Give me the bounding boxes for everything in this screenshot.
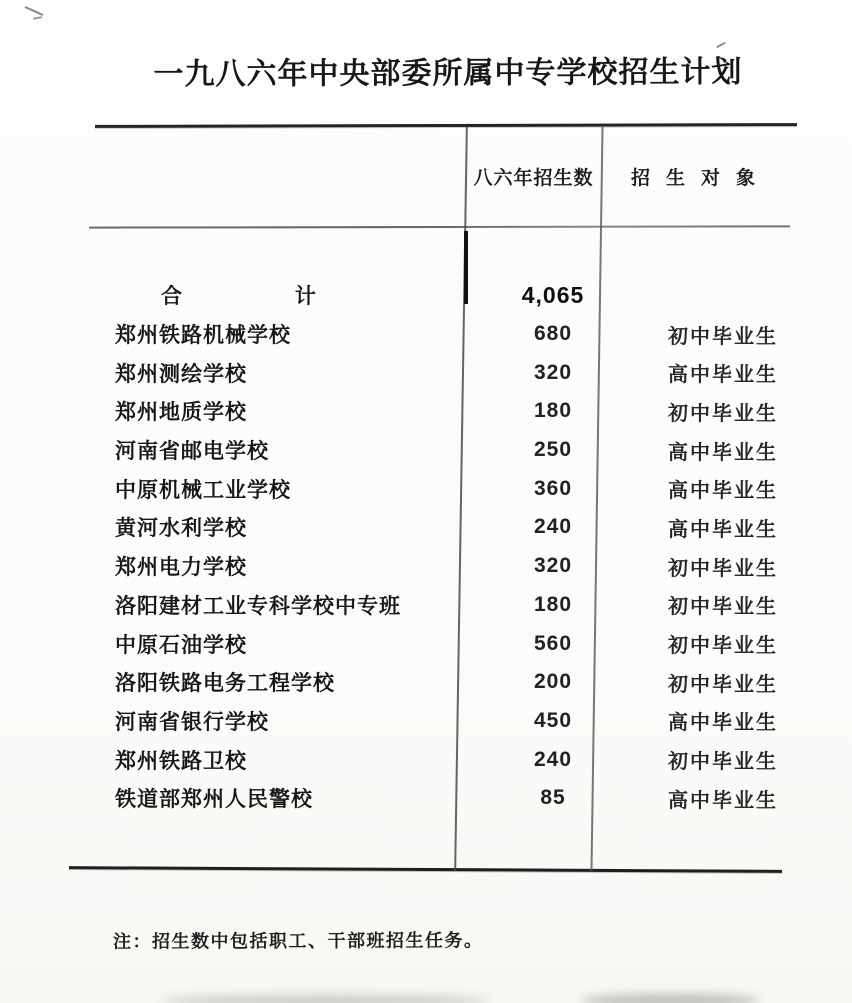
scan-smudge (160, 995, 490, 1003)
table-row-total (0, 276, 852, 315)
table-row (0, 392, 852, 431)
table-row (0, 586, 852, 625)
enrollment-target: 高中毕业生 (668, 789, 778, 812)
total-label (0, 280, 465, 310)
enrollment-target: 初中毕业生 (668, 325, 778, 348)
school-name: 河南省邮电学校 (115, 440, 269, 464)
enrollment-target: 初中毕业生 (668, 402, 778, 425)
enrollment-count: 180 (533, 592, 573, 616)
page-title: 一九八六年中央部委所属中专学校招生计划 (153, 55, 743, 92)
school-name: 洛阳铁路电务工程学校 (115, 672, 335, 696)
enrollment-target: 初中毕业生 (668, 596, 778, 619)
enrollment-count: 200 (533, 670, 573, 694)
enrollment-count: 250 (533, 438, 573, 462)
enrollment-count: 680 (533, 322, 573, 346)
total-label-part: 计 (294, 285, 317, 309)
table-body (0, 276, 852, 818)
school-name: 黄河水利学校 (115, 517, 247, 541)
enrollment-count: 180 (533, 399, 573, 423)
table-row (0, 624, 852, 663)
enrollment-target: 初中毕业生 (668, 751, 778, 774)
enrollment-target: 高中毕业生 (668, 712, 778, 735)
enrollment-count: 360 (533, 476, 573, 500)
table-row (0, 547, 852, 586)
enrollment-count: 240 (533, 747, 573, 771)
school-name: 中原石油学校 (115, 633, 247, 657)
enrollment-target: 初中毕业生 (668, 673, 778, 696)
table-row (0, 469, 852, 508)
school-name: 郑州铁路机械学校 (115, 324, 291, 348)
scan-smudge (580, 994, 760, 1003)
school-name: 中原机械工业学校 (115, 478, 291, 502)
school-name: 郑州电力学校 (115, 556, 247, 580)
enrollment-count: 240 (533, 515, 573, 539)
table-row (0, 315, 852, 354)
enrollment-count: 450 (533, 708, 573, 732)
scan-artifact (33, 16, 42, 20)
total-count: 4,065 (521, 281, 585, 308)
school-name: 郑州地质学校 (115, 401, 247, 425)
enrollment-count: 320 (533, 554, 573, 578)
table-row (0, 663, 852, 702)
footnote: 注：招生数中包括职工、干部班招生任务。 (112, 930, 484, 952)
enrollment-target: 高中毕业生 (668, 364, 778, 387)
table-row (0, 353, 852, 392)
enrollment-target: 高中毕业生 (668, 480, 778, 503)
table-row (0, 431, 852, 470)
table-bottom-border (69, 866, 782, 873)
table-row (0, 702, 852, 741)
total-label-part: 合 (161, 285, 183, 309)
school-name: 郑州铁路卫校 (115, 749, 247, 773)
column-header-enrollment-target: 招生对象 (631, 168, 772, 189)
school-name: 洛阳建材工业专科学校中专班 (115, 594, 401, 618)
table-row (0, 740, 852, 779)
school-name: 河南省银行学校 (115, 710, 269, 734)
table-header-divider (89, 225, 790, 228)
enrollment-target: 初中毕业生 (668, 557, 778, 580)
enrollment-target: 高中毕业生 (668, 441, 778, 464)
school-name: 郑州测绘学校 (115, 362, 247, 386)
table-row (0, 779, 852, 818)
enrollment-target: 初中毕业生 (668, 635, 778, 658)
enrollment-count: 85 (540, 786, 566, 810)
column-header-enrollment-count: 八六年招生数 (473, 168, 594, 189)
table-row (0, 508, 852, 547)
table-top-border (95, 123, 797, 128)
enrollment-count: 320 (533, 360, 573, 384)
scan-artifact (24, 6, 43, 16)
enrollment-count: 560 (533, 631, 573, 655)
school-name: 铁道部郑州人民警校 (115, 788, 313, 812)
enrollment-target: 高中毕业生 (668, 518, 778, 541)
